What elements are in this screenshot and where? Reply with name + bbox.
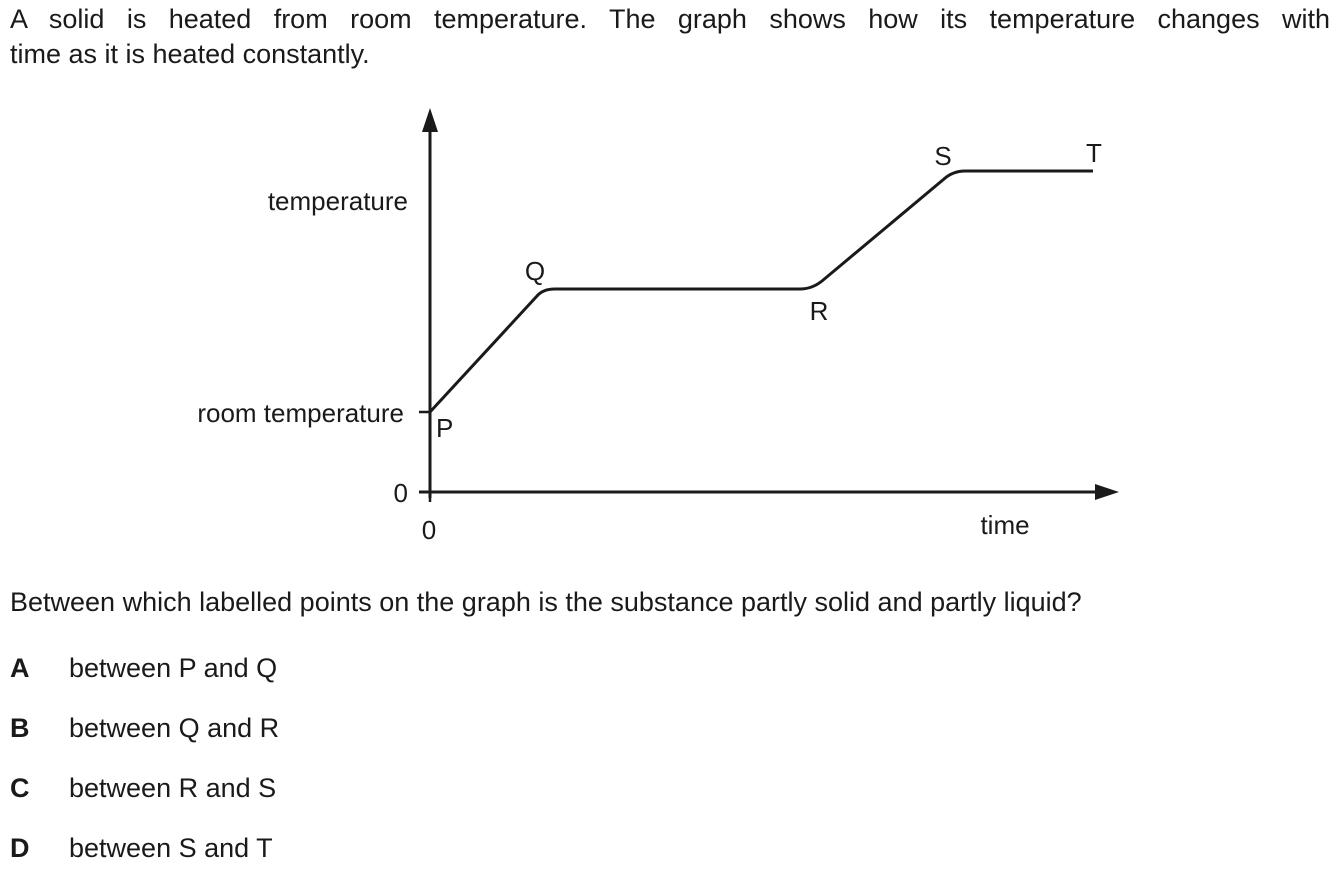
option-d-letter: D bbox=[10, 833, 30, 863]
option-a-letter: A bbox=[10, 653, 30, 683]
point-label-p: P bbox=[436, 413, 454, 443]
point-label-s: S bbox=[934, 141, 952, 171]
x-axis-arrowhead bbox=[1095, 484, 1119, 500]
option-d-text: between S and T bbox=[69, 833, 273, 863]
intro-line-2: time as it is heated constantly. bbox=[10, 39, 370, 69]
option-b-letter: B bbox=[10, 713, 30, 743]
question-text: Between which labelled points on the graph is the substance partly solid and partly liquid? bbox=[10, 587, 1082, 617]
y-axis-label: temperature bbox=[267, 186, 408, 216]
option-c-text: between R and S bbox=[69, 773, 277, 803]
intro-line-1: A solid is heated from room temperature. The graph shows how its temperature changes with bbox=[10, 4, 1330, 34]
y-axis-arrowhead bbox=[422, 108, 438, 132]
option-c-letter: C bbox=[10, 773, 30, 803]
option-b-text: between Q and R bbox=[69, 713, 280, 743]
room-temperature-label: room temperature bbox=[197, 398, 404, 428]
x-origin-label: 0 bbox=[421, 515, 437, 545]
x-axis-label: time bbox=[980, 510, 1030, 540]
y-origin-label: 0 bbox=[393, 478, 408, 508]
point-label-r: R bbox=[809, 296, 829, 326]
heating-curve-line bbox=[430, 171, 1093, 412]
point-label-t: T bbox=[1086, 138, 1102, 168]
option-a-text: between P and Q bbox=[69, 653, 278, 683]
point-label-q: Q bbox=[524, 256, 546, 286]
option-d[interactable] bbox=[10, 831, 273, 866]
option-a[interactable] bbox=[10, 651, 277, 686]
option-c[interactable] bbox=[10, 771, 276, 806]
option-b[interactable] bbox=[10, 711, 279, 746]
